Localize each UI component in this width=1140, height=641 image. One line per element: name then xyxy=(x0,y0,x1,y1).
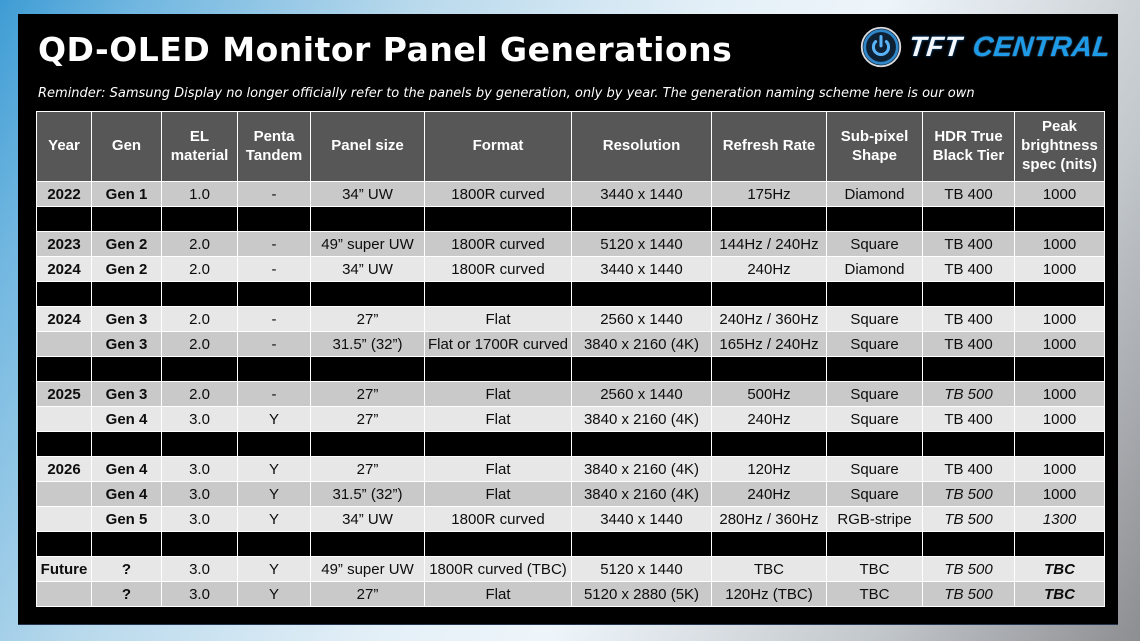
table-cell: 27” xyxy=(311,582,425,607)
spacer-cell xyxy=(92,432,162,457)
table-cell: TB 500 xyxy=(923,382,1015,407)
table-row xyxy=(37,382,1105,407)
header-row xyxy=(37,112,1105,182)
table-cell: 3840 x 2160 (4K) xyxy=(572,407,712,432)
spacer-cell xyxy=(311,532,425,557)
spacer-cell xyxy=(37,282,92,307)
page-title: QD-OLED Monitor Panel Generations xyxy=(38,30,733,69)
spacer-row xyxy=(37,207,1105,232)
spacer-cell xyxy=(238,432,311,457)
spacer-cell xyxy=(425,432,572,457)
table-cell: Square xyxy=(827,407,923,432)
table-cell xyxy=(37,407,92,432)
table-cell: 1800R curved xyxy=(425,507,572,532)
table-row xyxy=(37,232,1105,257)
table-cell: 3.0 xyxy=(162,507,238,532)
spacer-cell xyxy=(572,282,712,307)
spacer-cell xyxy=(712,357,827,382)
column-header: Panel size xyxy=(311,112,425,182)
table-cell: 2026 xyxy=(37,457,92,482)
spacer-cell xyxy=(1015,432,1105,457)
spacer-cell xyxy=(712,207,827,232)
column-header: Refresh Rate xyxy=(712,112,827,182)
table-cell: TB 400 xyxy=(923,257,1015,282)
spacer-cell xyxy=(37,432,92,457)
column-header: Sub-pixel Shape xyxy=(827,112,923,182)
spacer-cell xyxy=(425,207,572,232)
spacer-cell xyxy=(712,532,827,557)
table-cell: 34” UW xyxy=(311,257,425,282)
table-cell: 31.5” (32”) xyxy=(311,332,425,357)
spacer-row xyxy=(37,282,1105,307)
spacer-cell xyxy=(238,207,311,232)
table-cell: 2560 x 1440 xyxy=(572,382,712,407)
power-icon xyxy=(860,26,902,68)
table-row xyxy=(37,257,1105,282)
table-cell: Gen 5 xyxy=(92,507,162,532)
table-cell: Gen 4 xyxy=(92,482,162,507)
table-cell: Diamond xyxy=(827,182,923,207)
column-header: HDR True Black Tier xyxy=(923,112,1015,182)
table-cell: 1000 xyxy=(1015,182,1105,207)
table-cell: 240Hz xyxy=(712,407,827,432)
table-cell: 2560 x 1440 xyxy=(572,307,712,332)
table-cell: 1000 xyxy=(1015,407,1105,432)
table-cell: Square xyxy=(827,307,923,332)
spacer-cell xyxy=(311,432,425,457)
table-cell: 5120 x 2880 (5K) xyxy=(572,582,712,607)
tft-central-logo xyxy=(860,26,1110,68)
table-cell: 2025 xyxy=(37,382,92,407)
table-cell: 2.0 xyxy=(162,257,238,282)
table-cell: TB 400 xyxy=(923,407,1015,432)
table-cell: 3840 x 2160 (4K) xyxy=(572,457,712,482)
table-cell: TB 500 xyxy=(923,557,1015,582)
table-cell: Gen 3 xyxy=(92,332,162,357)
spacer-cell xyxy=(162,532,238,557)
table-cell xyxy=(37,507,92,532)
table-cell: TB 500 xyxy=(923,582,1015,607)
spacer-cell xyxy=(923,357,1015,382)
table-cell: 5120 x 1440 xyxy=(572,557,712,582)
table-cell: 1000 xyxy=(1015,482,1105,507)
spacer-cell xyxy=(712,432,827,457)
table-cell: 165Hz / 240Hz xyxy=(712,332,827,357)
table-cell: 27” xyxy=(311,457,425,482)
spacer-cell xyxy=(572,432,712,457)
table-row xyxy=(37,507,1105,532)
table-cell: 27” xyxy=(311,407,425,432)
spacer-cell xyxy=(311,282,425,307)
table-cell: Flat xyxy=(425,307,572,332)
spacer-cell xyxy=(712,282,827,307)
table-cell: 500Hz xyxy=(712,382,827,407)
table-cell: 34” UW xyxy=(311,507,425,532)
reminder-note: Reminder: Samsung Display no longer officially refer to the panels by generation, only by year. The generation naming scheme here is our own xyxy=(38,86,975,101)
table-cell: 34” UW xyxy=(311,182,425,207)
table-row xyxy=(37,557,1105,582)
table-cell: TBC xyxy=(1015,557,1105,582)
table-cell: 49” super UW xyxy=(311,557,425,582)
table-cell: RGB-stripe xyxy=(827,507,923,532)
spacer-cell xyxy=(425,532,572,557)
table-cell: 27” xyxy=(311,307,425,332)
table-cell xyxy=(37,332,92,357)
table-cell: TBC xyxy=(1015,582,1105,607)
table-cell: 3440 x 1440 xyxy=(572,257,712,282)
spacer-cell xyxy=(425,282,572,307)
table-cell: - xyxy=(238,382,311,407)
table-row xyxy=(37,407,1105,432)
table-cell: Gen 3 xyxy=(92,382,162,407)
table-row xyxy=(37,182,1105,207)
table-cell: 3.0 xyxy=(162,582,238,607)
spacer-cell xyxy=(162,207,238,232)
spacer-cell xyxy=(238,282,311,307)
spacer-row xyxy=(37,432,1105,457)
table-cell: 3.0 xyxy=(162,557,238,582)
spacer-cell xyxy=(1015,207,1105,232)
table-cell: ? xyxy=(92,557,162,582)
table-row xyxy=(37,482,1105,507)
table-cell: Y xyxy=(238,407,311,432)
table-cell: - xyxy=(238,257,311,282)
table-cell: 1300 xyxy=(1015,507,1105,532)
table-cell: Gen 2 xyxy=(92,257,162,282)
table-cell: 5120 x 1440 xyxy=(572,232,712,257)
table-cell: 120Hz xyxy=(712,457,827,482)
table-cell: 3440 x 1440 xyxy=(572,182,712,207)
table-cell: - xyxy=(238,307,311,332)
table-cell: 3.0 xyxy=(162,482,238,507)
table-row xyxy=(37,332,1105,357)
spacer-cell xyxy=(92,207,162,232)
table-cell: Flat xyxy=(425,457,572,482)
table-cell: 3840 x 2160 (4K) xyxy=(572,482,712,507)
table-cell: Y xyxy=(238,507,311,532)
table-cell: Flat xyxy=(425,582,572,607)
logo-tft-text: TFT xyxy=(907,31,964,62)
table-cell: 27” xyxy=(311,382,425,407)
column-header: Resolution xyxy=(572,112,712,182)
table-cell: 1.0 xyxy=(162,182,238,207)
table-cell: TB 500 xyxy=(923,482,1015,507)
table-cell: Square xyxy=(827,382,923,407)
table-cell: Y xyxy=(238,557,311,582)
spacer-cell xyxy=(572,207,712,232)
table-cell: 120Hz (TBC) xyxy=(712,582,827,607)
table-cell: 2.0 xyxy=(162,307,238,332)
table-cell: 2023 xyxy=(37,232,92,257)
column-header: EL material xyxy=(162,112,238,182)
table-cell: - xyxy=(238,182,311,207)
table-cell: Flat xyxy=(425,407,572,432)
spacer-cell xyxy=(827,432,923,457)
spacer-cell xyxy=(425,357,572,382)
spacer-cell xyxy=(92,357,162,382)
table-cell: 3.0 xyxy=(162,457,238,482)
table-cell: Diamond xyxy=(827,257,923,282)
spacer-cell xyxy=(37,532,92,557)
table-cell: 31.5” (32”) xyxy=(311,482,425,507)
table-row xyxy=(37,307,1105,332)
spacer-cell xyxy=(923,432,1015,457)
spacer-cell xyxy=(1015,357,1105,382)
table-cell: 3840 x 2160 (4K) xyxy=(572,332,712,357)
spacer-row xyxy=(37,532,1105,557)
table-cell: TBC xyxy=(827,582,923,607)
spacer-cell xyxy=(827,207,923,232)
table-cell: TB 400 xyxy=(923,332,1015,357)
spacer-cell xyxy=(37,357,92,382)
table-cell: 3440 x 1440 xyxy=(572,507,712,532)
table-cell: TB 400 xyxy=(923,232,1015,257)
table-cell: - xyxy=(238,332,311,357)
column-header: Peak brightness spec (nits) xyxy=(1015,112,1105,182)
table-cell: 144Hz / 240Hz xyxy=(712,232,827,257)
table-cell: TB 500 xyxy=(923,507,1015,532)
spacer-cell xyxy=(37,207,92,232)
table-cell: Gen 3 xyxy=(92,307,162,332)
table-cell: Gen 4 xyxy=(92,407,162,432)
table-cell: 1000 xyxy=(1015,307,1105,332)
spacer-cell xyxy=(238,532,311,557)
table-container xyxy=(36,111,1105,607)
table-cell: 1000 xyxy=(1015,232,1105,257)
spacer-cell xyxy=(827,357,923,382)
column-header: Penta Tandem xyxy=(238,112,311,182)
table-cell: TBC xyxy=(712,557,827,582)
table-cell: 1000 xyxy=(1015,332,1105,357)
table-cell: 2022 xyxy=(37,182,92,207)
table-cell: 2024 xyxy=(37,257,92,282)
spacer-row xyxy=(37,357,1105,382)
table-cell: Square xyxy=(827,482,923,507)
spacer-cell xyxy=(923,207,1015,232)
table-cell: Y xyxy=(238,582,311,607)
table-cell: Flat or 1700R curved xyxy=(425,332,572,357)
table-cell: Square xyxy=(827,232,923,257)
spacer-cell xyxy=(162,282,238,307)
table-cell: Y xyxy=(238,457,311,482)
table-cell: Square xyxy=(827,332,923,357)
table-cell: 3.0 xyxy=(162,407,238,432)
spacer-cell xyxy=(923,282,1015,307)
table-cell: 240Hz xyxy=(712,482,827,507)
spacer-cell xyxy=(311,357,425,382)
table-row xyxy=(37,457,1105,482)
table-cell: 240Hz xyxy=(712,257,827,282)
table-cell: 175Hz xyxy=(712,182,827,207)
slide-background xyxy=(18,14,1118,625)
logo-central-text: CENTRAL xyxy=(971,31,1112,62)
table-cell: Flat xyxy=(425,482,572,507)
spacer-cell xyxy=(162,357,238,382)
table-cell: 1800R curved xyxy=(425,257,572,282)
panel-generations-table xyxy=(36,111,1105,607)
table-cell: - xyxy=(238,232,311,257)
column-header: Year xyxy=(37,112,92,182)
column-header: Format xyxy=(425,112,572,182)
table-cell: Square xyxy=(827,457,923,482)
spacer-cell xyxy=(162,432,238,457)
table-cell: 1000 xyxy=(1015,257,1105,282)
spacer-cell xyxy=(1015,532,1105,557)
table-cell: Y xyxy=(238,482,311,507)
table-cell: 2.0 xyxy=(162,232,238,257)
spacer-cell xyxy=(311,207,425,232)
spacer-cell xyxy=(92,282,162,307)
table-cell: 1000 xyxy=(1015,382,1105,407)
table-cell: 2.0 xyxy=(162,382,238,407)
spacer-cell xyxy=(1015,282,1105,307)
table-row xyxy=(37,582,1105,607)
table-cell: TB 400 xyxy=(923,182,1015,207)
table-cell: 2.0 xyxy=(162,332,238,357)
table-cell: Gen 2 xyxy=(92,232,162,257)
table-cell: 2024 xyxy=(37,307,92,332)
spacer-cell xyxy=(572,532,712,557)
spacer-cell xyxy=(923,532,1015,557)
table-cell: TB 400 xyxy=(923,457,1015,482)
table-cell: 1800R curved xyxy=(425,232,572,257)
table-cell: Gen 1 xyxy=(92,182,162,207)
spacer-cell xyxy=(238,357,311,382)
table-cell xyxy=(37,482,92,507)
table-cell: Flat xyxy=(425,382,572,407)
table-cell: 1800R curved xyxy=(425,182,572,207)
spacer-cell xyxy=(827,282,923,307)
table-cell: TBC xyxy=(827,557,923,582)
column-header: Gen xyxy=(92,112,162,182)
table-cell: 280Hz / 360Hz xyxy=(712,507,827,532)
table-cell: 1000 xyxy=(1015,457,1105,482)
table-cell: Gen 4 xyxy=(92,457,162,482)
table-cell: 240Hz / 360Hz xyxy=(712,307,827,332)
table-cell xyxy=(37,582,92,607)
spacer-cell xyxy=(827,532,923,557)
spacer-cell xyxy=(92,532,162,557)
spacer-cell xyxy=(572,357,712,382)
table-cell: Future xyxy=(37,557,92,582)
table-cell: 49” super UW xyxy=(311,232,425,257)
table-cell: TB 400 xyxy=(923,307,1015,332)
table-cell: ? xyxy=(92,582,162,607)
table-cell: 1800R curved (TBC) xyxy=(425,557,572,582)
